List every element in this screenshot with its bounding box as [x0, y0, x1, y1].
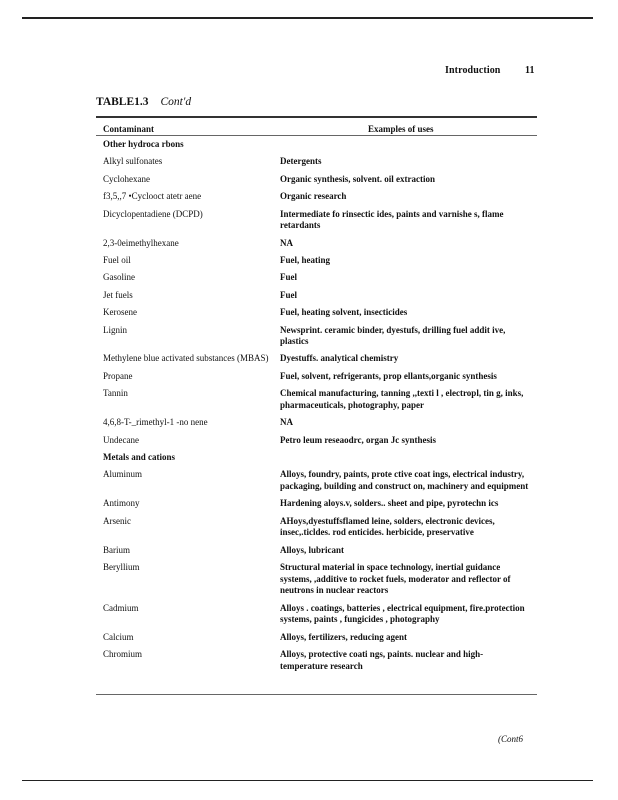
- uses-cell: Fuel, heating: [280, 254, 331, 265]
- contaminant-cell: Cyclohexane: [103, 173, 150, 184]
- section-label: Other hydroca rbons: [103, 139, 184, 149]
- table-row: [103, 516, 533, 539]
- table-row: [103, 191, 533, 203]
- table-body: [103, 139, 533, 678]
- uses-cell: Organic research: [280, 191, 347, 202]
- uses-cell: Fuel, heating solvent, insecticides: [280, 307, 408, 318]
- contaminant-cell: Chromium: [103, 649, 143, 660]
- contaminant-cell: f3,5,,7 •Cyclooct atetr aene: [103, 191, 202, 202]
- contaminant-cell: Gasoline: [103, 272, 135, 283]
- table-continued-label: Cont'd: [160, 96, 192, 108]
- uses-cell: Hardening aloys.v, solders.. sheet and pipe, pyrotechn ics: [280, 498, 499, 509]
- uses-cell: Structural material in space technology, inertial guidance systems, ,additive to rocket fuels, moderator and reflector of neutrons in nuclear reactors: [280, 562, 511, 596]
- contaminant-cell: Arsenic: [103, 515, 131, 526]
- table-header-rule: [96, 135, 537, 136]
- running-head-section: Introduction: [445, 65, 501, 76]
- running-head: [445, 65, 535, 76]
- table-top-rule: [96, 116, 537, 118]
- table-row: [103, 325, 533, 348]
- contaminant-cell: Undecane: [103, 434, 139, 445]
- uses-cell: Alloys . coatings, batteries , electrical equipment, fire.protection systems, paints , fungicides , photography: [280, 602, 525, 625]
- bottom-rule: [22, 780, 593, 781]
- table-row: [103, 174, 533, 186]
- table-row: [103, 238, 533, 250]
- uses-cell: Fuel: [280, 272, 297, 283]
- contaminant-cell: Barium: [103, 544, 130, 555]
- uses-cell: AHoys,dyestuffsflamed leine, solders, electronic devices, insec,.ticldes. rod enticides. herbicide, preservative: [280, 515, 495, 538]
- page-number: 11: [525, 65, 535, 76]
- table-row: [103, 209, 533, 232]
- contaminant-cell: Beryllium: [103, 562, 140, 573]
- table-row: [103, 388, 533, 411]
- table-row: [103, 562, 533, 597]
- contaminant-cell: Cadmium: [103, 602, 139, 613]
- contaminant-cell: Propane: [103, 370, 133, 381]
- table-section-heading: [103, 139, 533, 151]
- table-row: [103, 632, 533, 644]
- table-row: [103, 498, 533, 510]
- uses-cell: Alloys, fertilizers, reducing agent: [280, 631, 408, 642]
- uses-cell: Intermediate fo rinsectic ides, paints and varnishe s, flame retardants: [280, 208, 504, 231]
- contaminant-cell: Alkyl sulfonates: [103, 156, 163, 167]
- table-bottom-rule: [96, 694, 537, 695]
- table-row: [103, 469, 533, 492]
- uses-cell: Organic synthesis, solvent. oil extraction: [280, 173, 435, 184]
- uses-cell: Petro leum reseaodrc, organ Jc synthesis: [280, 434, 436, 445]
- section-label: Metals and cations: [103, 452, 175, 463]
- contaminant-cell: Antimony: [103, 498, 140, 509]
- contaminant-cell: Aluminum: [103, 469, 143, 480]
- table-row: [103, 290, 533, 302]
- contaminant-cell: Dicyclopentadiene (DCPD): [103, 208, 203, 219]
- table-row: [103, 545, 533, 557]
- table-title: [96, 96, 191, 108]
- table-row: [103, 649, 533, 672]
- table-section-heading: [103, 452, 533, 464]
- table-row: [103, 156, 533, 168]
- column-header-contaminant: Contaminant: [103, 124, 155, 134]
- table-row: [103, 371, 533, 383]
- table-row: [103, 435, 533, 447]
- continued-note: (Cont6: [498, 734, 524, 744]
- uses-cell: NA: [280, 237, 293, 248]
- table-row: [103, 353, 533, 365]
- contaminant-cell: Fuel oil: [103, 254, 131, 265]
- contaminant-cell: Methylene blue activated substances (MBAS): [103, 353, 269, 364]
- uses-cell: NA: [280, 417, 293, 428]
- contaminant-cell: Calcium: [103, 631, 134, 642]
- table-row: [103, 255, 533, 267]
- uses-cell: Alloys, foundry, paints, prote ctive coat ings, electrical industry, packaging, building and construct on, machinery and equipment: [280, 469, 529, 492]
- top-rule: [22, 17, 593, 19]
- uses-cell: Alloys, protective coati ngs, paints. nuclear and high-temperature research: [280, 649, 484, 671]
- uses-cell: Alloys, lubricant: [280, 544, 345, 555]
- column-header-uses: Examples of uses: [368, 124, 434, 134]
- contaminant-cell: Jet fuels: [103, 289, 133, 300]
- table-row: [103, 603, 533, 626]
- uses-cell: Newsprint. ceramic binder, dyestufs, drilling fuel addit ive, plastics: [280, 324, 506, 347]
- contaminant-cell: Kerosene: [103, 307, 137, 318]
- contaminant-cell: 2,3-0eimethylhexane: [103, 237, 179, 248]
- table-row: [103, 272, 533, 284]
- table-row: [103, 307, 533, 319]
- uses-cell: Fuel, solvent, refrigerants, prop ellants,organic synthesis: [280, 370, 497, 381]
- uses-cell: Fuel: [280, 289, 297, 300]
- uses-cell: Chemical manufacturing, tanning ,,texti l , electropl, tin g, inks, pharmaceuticals, photography, paper: [280, 388, 524, 410]
- contaminant-cell: Lignin: [103, 324, 127, 335]
- uses-cell: Detergents: [280, 156, 322, 167]
- contaminant-cell: Tannin: [103, 388, 128, 399]
- table-number: TABLE1.3: [96, 96, 149, 108]
- uses-cell: Dyestuffs. analytical chemistry: [280, 353, 399, 364]
- table-row: [103, 417, 533, 429]
- contaminant-cell: 4,6,8-T-_rimethyl-1 -no nene: [103, 417, 208, 428]
